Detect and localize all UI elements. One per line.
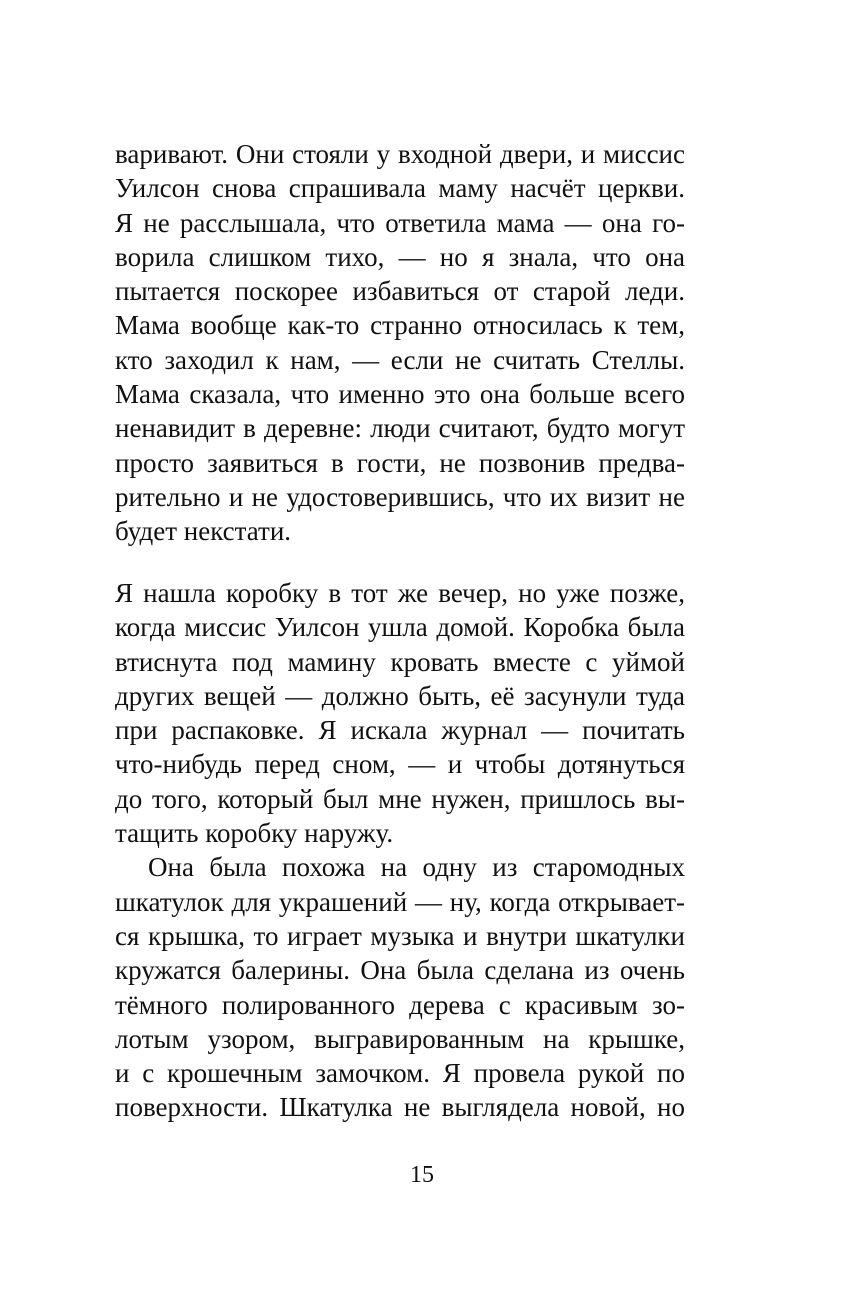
text-line: пытается поскорее избавиться от старой леди.: [115, 276, 685, 307]
text-line: тащить коробку наружу.: [115, 818, 394, 849]
text-line: когда миссис Уилсон ушла домой. Коробка была: [115, 612, 685, 643]
text-line: Мама вообще как-то странно относилась к тем,: [115, 310, 685, 341]
text-line: шкатулок для украшений — ну, когда открывает-: [115, 886, 685, 917]
paragraph-1: [115, 137, 685, 549]
text-line: ворила слишком тихо, — но я знала, что она: [115, 241, 685, 272]
text-line: рительно и не удостоверившись, что их визит не: [115, 481, 685, 512]
text-line: Она была похожа на одну из старомодных: [148, 852, 685, 883]
text-line: поверхности. Шкатулка не выглядела новой, но: [115, 1092, 685, 1123]
paragraph-2: [115, 576, 685, 850]
text-line: других вещей — должно быть, её засунули туда: [115, 680, 685, 711]
text-line: лотым узором, выгравированным на крышке,: [115, 1023, 685, 1054]
paragraphs-2-3: [115, 576, 685, 1125]
paragraph-3: [115, 850, 685, 1124]
text-line: до того, который был мне нужен, пришлось вы-: [115, 783, 685, 814]
text-line: Мама сказала, что именно это она больше всего: [115, 379, 685, 410]
text-line: Я нашла коробку в тот же вечер, но уже позже,: [115, 578, 685, 608]
text-line: втиснута под мамину кровать вместе с уймой: [115, 646, 685, 677]
text-line: кружатся балерины. Она была сделана из очень: [115, 955, 685, 986]
text-line: ся крышка, то играет музыка и внутри шкатулки: [115, 920, 685, 951]
text-line: ненавидит в деревне: люди считают, будто могут: [115, 413, 685, 444]
text-line: просто заявиться в гости, не позвонив предва-: [115, 447, 685, 478]
page-number: 15: [410, 1162, 434, 1188]
text-line: и с крошечным замочком. Я провела рукой по: [115, 1058, 685, 1089]
text-line: будет некстати.: [115, 516, 292, 547]
text-line: кто заходил к нам, — если не считать Стеллы.: [115, 344, 685, 375]
text-line: варивают. Они стояли у входной двери, и миссис: [115, 139, 685, 169]
text-line: Уилсон снова спрашивала маму насчёт церкви.: [115, 173, 685, 204]
text-line: тёмного полированного дерева с красивым зо-: [115, 989, 685, 1020]
text-line: что-нибудь перед сном, — и чтобы дотянуться: [115, 749, 685, 780]
text-line: Я не расслышала, что ответила мама — она го-: [115, 207, 685, 238]
text-line: при распаковке. Я искала журнал — почитать: [115, 715, 685, 746]
